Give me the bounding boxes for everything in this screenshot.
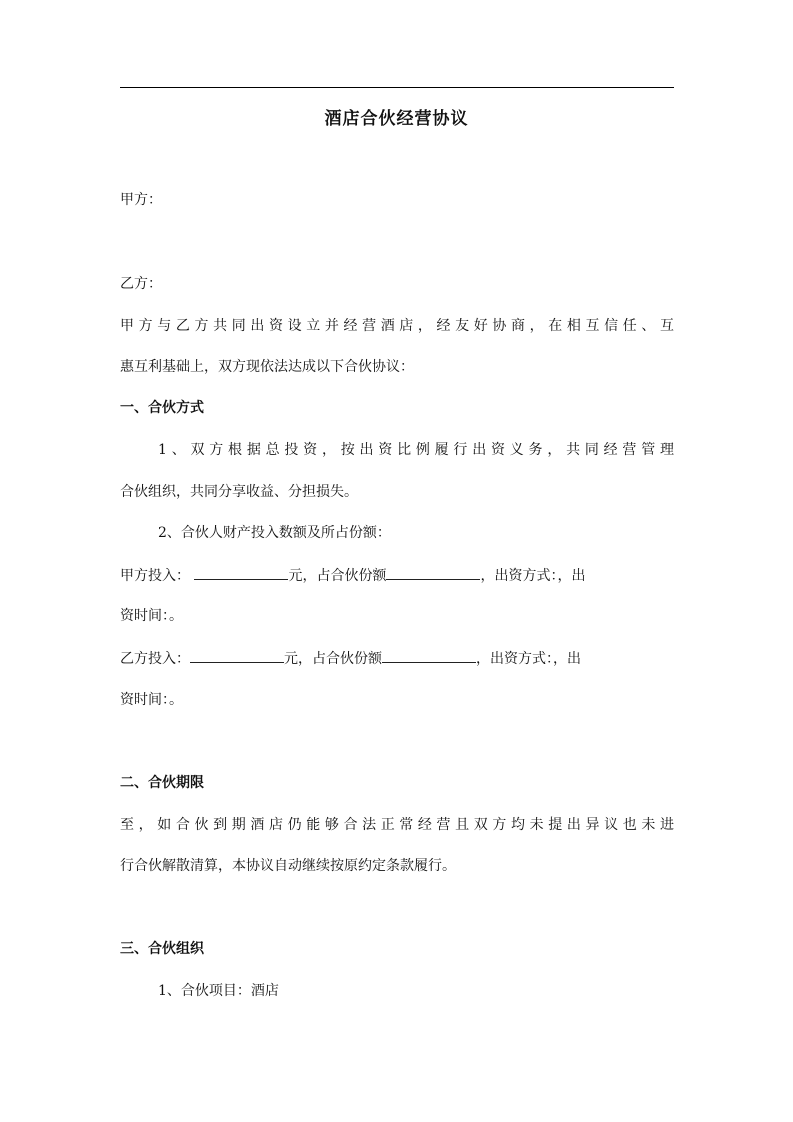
section-1-item-1-line-1: [158, 440, 674, 460]
item-text: 、合伙项目：酒店: [166, 983, 279, 999]
party-b-invest-time: 资时间：。: [120, 692, 183, 708]
amount-blank[interactable]: [194, 565, 288, 580]
section-2-line-2: 行合伙解散清算，本协议自动继续按原约定条款履行。: [120, 858, 456, 874]
section-2-heading: 二、合伙期限: [120, 775, 204, 791]
party-b-investment: [120, 648, 674, 669]
amount-blank[interactable]: [190, 648, 284, 663]
intro-line-2: 惠互利基础上，双方现依法达成以下合伙协议：: [120, 359, 414, 375]
item-number: 1: [158, 983, 167, 999]
party-a-label: 甲方：: [120, 192, 162, 208]
section-3-item-1: [158, 981, 674, 1001]
party-b-label: 乙方：: [120, 276, 162, 292]
party-a-invest-method: ，出资方式：，出: [480, 568, 586, 584]
party-b-invest-unit: 元，占合伙份额: [284, 651, 382, 667]
party-a-invest-label: 甲方投入：: [120, 568, 190, 584]
party-b-invest-method: ，出资方式：，出: [476, 651, 581, 667]
intro-line-1: 甲方与乙方共同出资设立并经营酒店，经友好协商，在相互信任、互: [120, 318, 674, 334]
section-1-item-2: [158, 523, 674, 543]
party-a-investment: [120, 565, 674, 586]
document-title: 酒店合伙经营协议: [324, 109, 469, 129]
item-text: 、双方根据总投资，按出资比例履行出资义务，共同经营管理: [166, 442, 674, 458]
share-blank[interactable]: [382, 648, 476, 663]
item-number: 1: [158, 442, 167, 458]
party-a-invest-time: 资时间：。: [120, 608, 183, 624]
item-number: 2: [158, 525, 167, 541]
section-1-heading: 一、合伙方式: [120, 400, 204, 416]
header-rule: [120, 87, 674, 88]
party-b-invest-label: 乙方投入：: [120, 651, 190, 667]
party-a-invest-unit: 元，占合伙份额: [288, 568, 387, 584]
section-1-item-1-line-2: 合伙组织，共同分享收益、分担损失。: [120, 484, 358, 500]
share-blank[interactable]: [386, 565, 480, 580]
item-text: 、合伙人财产投入数额及所占份额：: [166, 525, 391, 541]
section-3-heading: 三、合伙组织: [120, 941, 204, 957]
section-2-line-1: 至，如合伙到期酒店仍能够合法正常经营且双方均未提出异议也未进: [120, 817, 674, 833]
